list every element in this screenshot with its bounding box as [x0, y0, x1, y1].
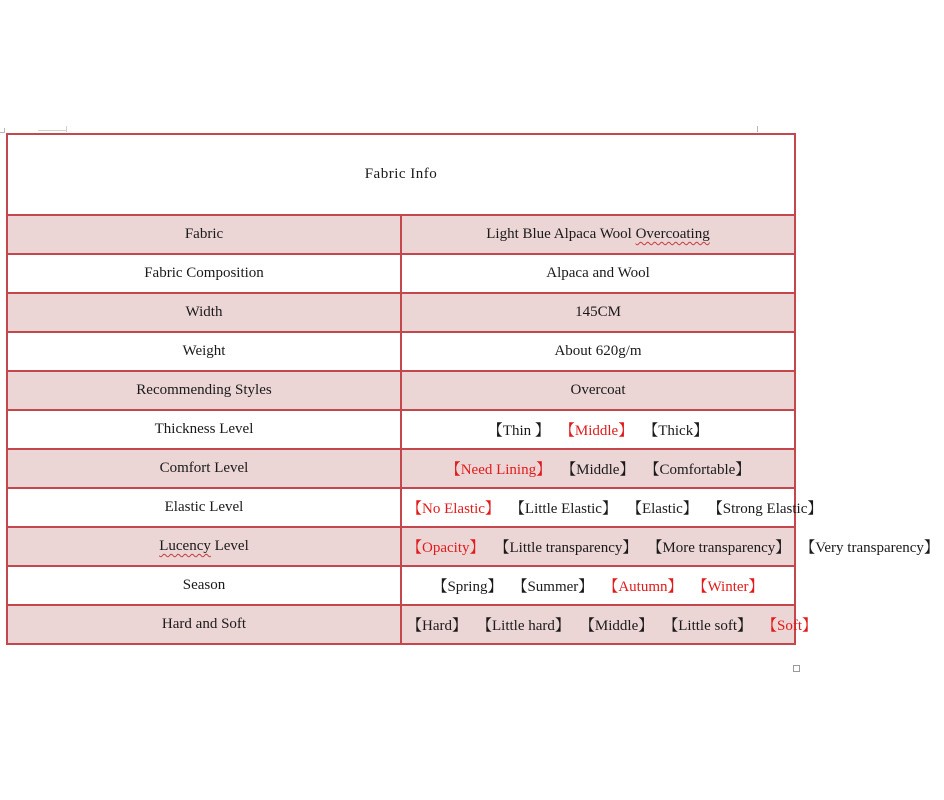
option-list [401, 488, 823, 527]
option-selected: 【Autumn】 [603, 579, 683, 595]
table-row-styles [7, 371, 795, 410]
row-label: Season [7, 566, 401, 605]
value-text: Light Blue Alpaca Wool [486, 226, 636, 242]
crop-mark-top-right [757, 126, 764, 132]
table-row-fabric [7, 215, 795, 254]
row-label: Comfort Level [7, 449, 401, 488]
row-label: Hard and Soft [7, 605, 401, 644]
row-label: Weight [7, 332, 401, 371]
row-value: About 620g/m [401, 332, 795, 371]
table-row-width [7, 293, 795, 332]
row-label: Fabric [7, 215, 401, 254]
option: 【Thin 】 [487, 423, 550, 439]
option: 【More transparency】 [647, 540, 791, 556]
table-row-season [7, 566, 795, 605]
option: 【Elastic】 [626, 501, 698, 517]
table-row-comfort [7, 449, 795, 488]
table-row-lucency [7, 527, 795, 566]
option: 【Thick】 [643, 423, 709, 439]
option-list [401, 449, 795, 488]
table-row-hardsoft [7, 605, 795, 644]
option-selected: 【Opacity】 [407, 540, 485, 556]
margin-guide-tick [66, 126, 67, 132]
option: 【Middle】 [561, 462, 635, 478]
margin-guide-line [38, 130, 66, 131]
option: 【Very transparency】 [800, 540, 939, 556]
table-resize-handle[interactable] [793, 665, 800, 672]
table-row-weight [7, 332, 795, 371]
row-label: Elastic Level [7, 488, 401, 527]
spellcheck-flagged-word: Lucency [159, 538, 211, 554]
title-row [7, 134, 795, 215]
table-row-elastic [7, 488, 795, 527]
row-value: Alpaca and Wool [401, 254, 795, 293]
option: 【Summer】 [512, 579, 594, 595]
row-label: Thickness Level [7, 410, 401, 449]
option: 【Little hard】 [477, 618, 570, 634]
row-label: Width [7, 293, 401, 332]
option-selected: 【Soft】 [762, 618, 818, 634]
row-value: Overcoat [401, 371, 795, 410]
option: 【Little Elastic】 [509, 501, 617, 517]
option-list [401, 605, 818, 644]
option: 【Comfortable】 [644, 462, 751, 478]
option-selected: 【Middle】 [559, 423, 634, 439]
option: 【Little soft】 [663, 618, 752, 634]
row-label [7, 527, 401, 566]
spellcheck-flagged-word: Overcoating [635, 226, 710, 242]
option: 【Middle】 [579, 618, 654, 634]
row-label: Fabric Composition [7, 254, 401, 293]
option: 【Spring】 [432, 579, 503, 595]
row-label: Recommending Styles [7, 371, 401, 410]
option-selected: 【Need Lining】 [445, 462, 552, 478]
option: 【Hard】 [407, 618, 467, 634]
option: 【Little transparency】 [494, 540, 638, 556]
option-selected: 【No Elastic】 [407, 501, 500, 517]
option-list [401, 527, 939, 566]
fabric-info-table [6, 133, 939, 645]
crop-mark-top-left [0, 128, 5, 133]
row-value: 145CM [401, 293, 795, 332]
option-selected: 【Winter】 [692, 579, 764, 595]
table-title: Fabric Info [7, 134, 795, 215]
row-value [401, 215, 795, 254]
option-list [401, 566, 795, 605]
option: 【Strong Elastic】 [707, 501, 823, 517]
table-row-composition [7, 254, 795, 293]
table-row-thickness [7, 410, 795, 449]
label-suffix: Level [210, 538, 249, 554]
option-list [401, 410, 795, 449]
